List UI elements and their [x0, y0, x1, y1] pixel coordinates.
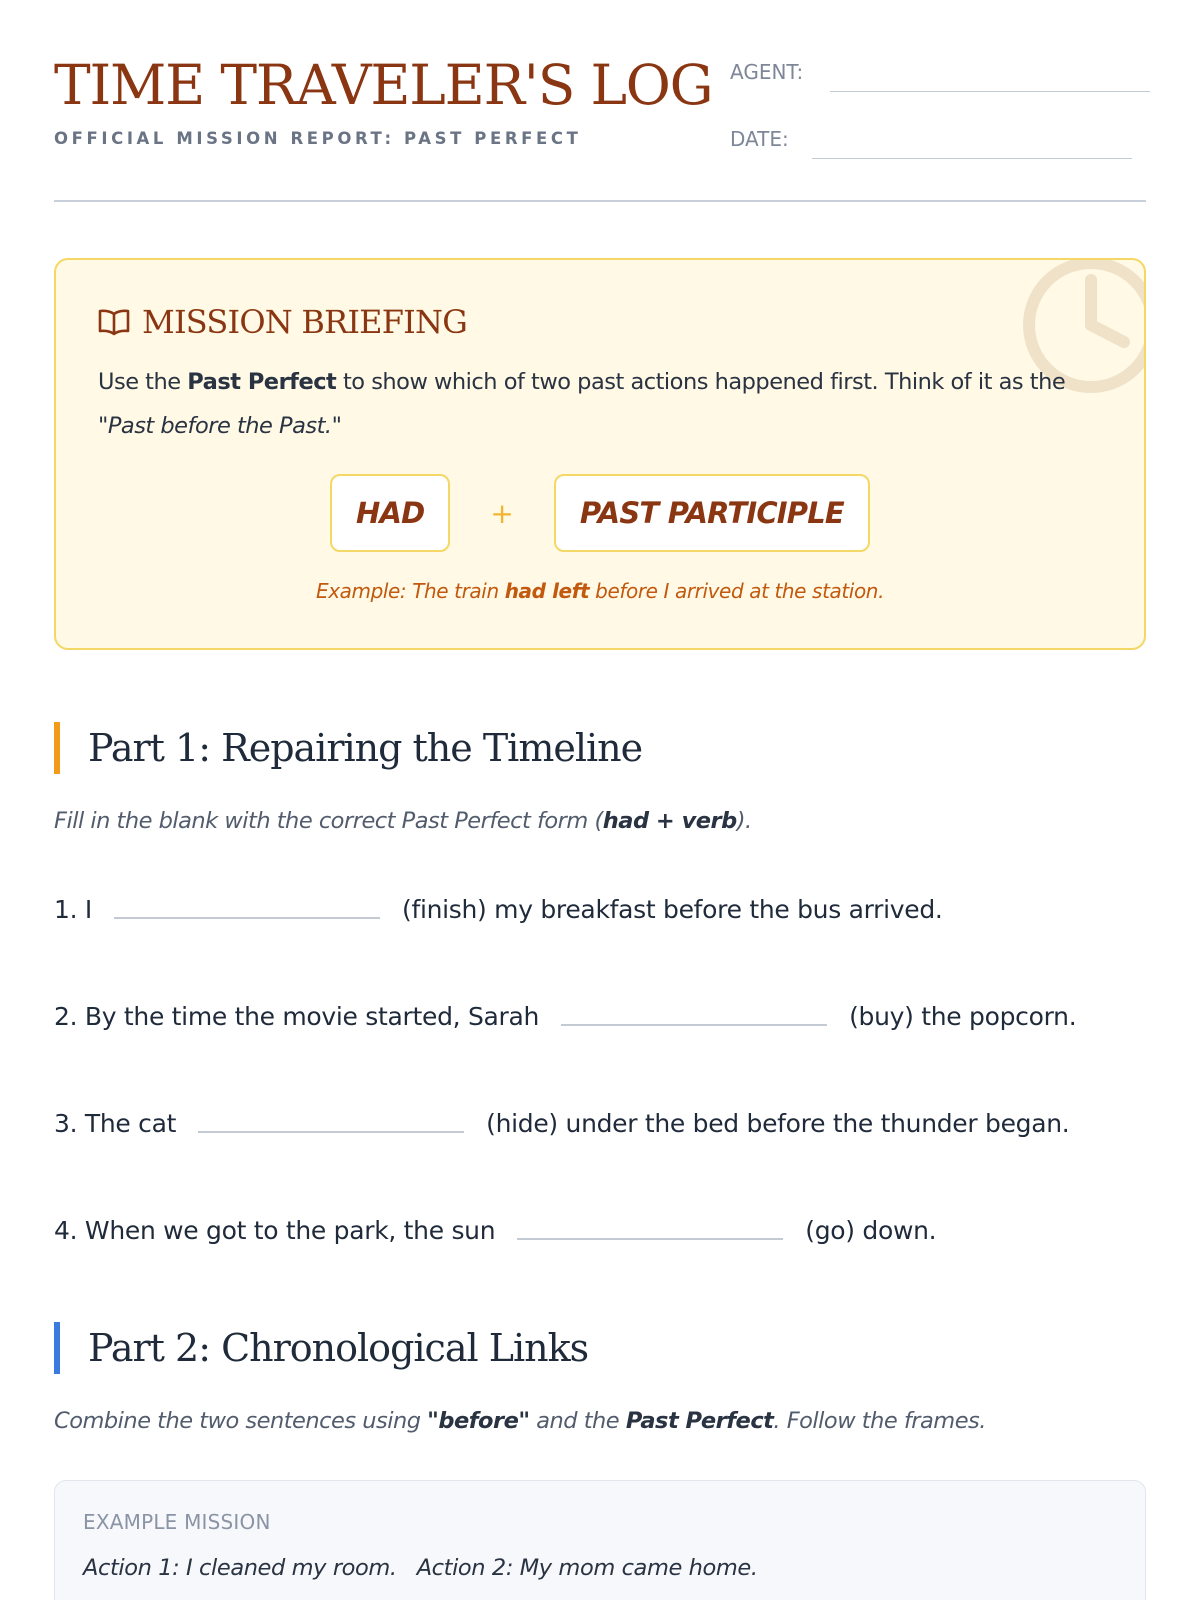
question-1-end: (finish) my breakfast before the bus arrived. [401, 894, 943, 924]
page-subtitle: OFFICIAL MISSION REPORT: PAST PERFECT [54, 129, 582, 148]
part1-instruction: Fill in the blank with the correct Past Perfect form (had + verb). [54, 808, 752, 834]
briefing-example: Example: The train had left before I arrived at the station. [315, 579, 885, 603]
part2-accent-bar [54, 1322, 60, 1374]
formula [56, 474, 1144, 552]
example-mission-box [54, 1480, 1146, 1600]
example-actions [83, 1553, 758, 1583]
example-action-1: Action 1: I cleaned my room. [83, 1555, 397, 1581]
part1-title: Part 1: Repairing the Timeline [88, 726, 643, 770]
question-2-start: 2. By the time the movie started, Sarah [54, 1001, 540, 1031]
question-4-end: (go) down. [805, 1215, 937, 1245]
example-mission-label: EXAMPLE MISSION [83, 1510, 271, 1534]
question-3 [54, 1105, 1069, 1141]
formula-past-participle: PAST PARTICIPLE [554, 474, 870, 552]
briefing-header [98, 302, 467, 342]
question-1-blank[interactable] [114, 899, 380, 919]
question-3-blank[interactable] [198, 1113, 464, 1133]
part2-title: Part 2: Chronological Links [88, 1326, 589, 1370]
question-1 [54, 891, 943, 927]
formula-had: HAD [330, 474, 450, 552]
agent-label: AGENT: [730, 60, 804, 84]
question-4-blank[interactable] [517, 1220, 783, 1240]
header-divider [54, 200, 1146, 202]
open-book-icon [98, 308, 130, 336]
agent-field[interactable] [830, 91, 1150, 92]
briefing-text: Use the Past Perfect to show which of two past actions happened first. Think of it as the "Past before the Past." [98, 369, 1066, 439]
date-field[interactable] [812, 158, 1132, 159]
question-2-end: (buy) the popcorn. [849, 1001, 1077, 1031]
question-3-end: (hide) under the bed before the thunder began. [486, 1108, 1070, 1138]
part2-instruction: Combine the two sentences using "before" and the Past Perfect. Follow the frames. [54, 1408, 986, 1434]
page-title: TIME TRAVELER'S LOG [54, 53, 713, 117]
question-1-start: 1. I [54, 894, 92, 924]
briefing-title: MISSION BRIEFING [142, 303, 467, 341]
question-2 [54, 998, 1076, 1034]
part1-accent-bar [54, 722, 60, 774]
formula-plus: + [490, 496, 514, 530]
question-3-start: 3. The cat [54, 1108, 177, 1138]
question-4 [54, 1212, 936, 1248]
question-4-start: 4. When we got to the park, the sun [54, 1215, 496, 1245]
question-2-blank[interactable] [561, 1006, 827, 1026]
mission-briefing [54, 258, 1146, 650]
example-action-2: Action 2: My mom came home. [416, 1555, 758, 1581]
date-label: DATE: [730, 127, 789, 151]
